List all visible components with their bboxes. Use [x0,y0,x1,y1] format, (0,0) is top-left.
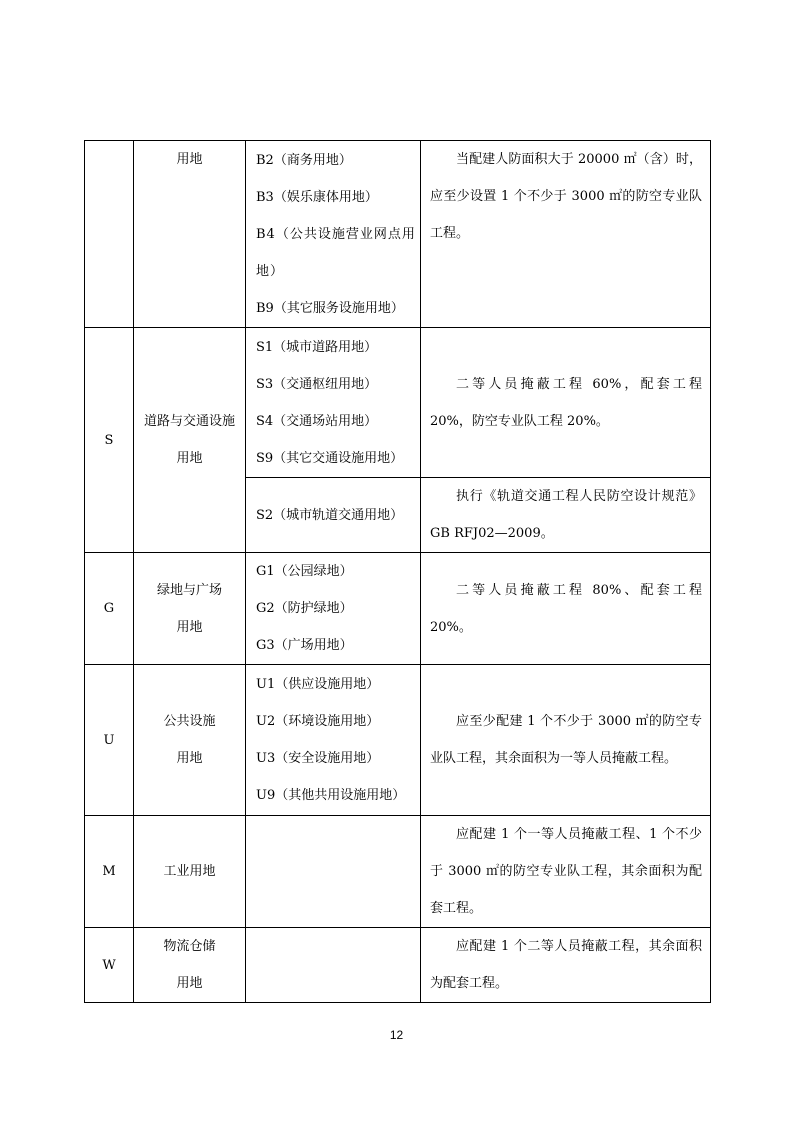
subcategory-item: S2（城市轨道交通用地） [256,507,404,523]
subcategory-item: S9（其它交通设施用地） [256,450,404,466]
category-code: G [85,553,134,665]
category-code [85,141,134,328]
subcategory-list [246,665,421,816]
requirement-paragraph: 二等人员掩蔽工程 80%、配套工程 20%。 [430,582,702,635]
category-code: U [85,665,134,816]
subcategory-list [246,478,421,553]
category-name [134,928,246,1003]
requirement-paragraph: 执行《轨道交通工程人民防空设计规范》GB RFJ02—2009。 [430,489,702,541]
subcategory-list [246,816,421,928]
table-row [85,553,711,665]
category-code: S [85,328,134,553]
category-code: W [85,928,134,1003]
subcategory-item: G2（防护绿地） [256,601,353,616]
land-use-table [84,140,711,1003]
category-name [134,665,246,816]
requirement-text [421,816,711,928]
category-name [134,328,246,553]
requirement-text [421,328,711,478]
category-name-line: 公共设施 [163,714,216,729]
requirement-text [421,553,711,665]
requirement-paragraph: 当配建人防面积大于 20000 ㎡（含）时，应至少设置 1 个不少于 3000 ㎡的防空专业队工程。 [430,152,702,241]
requirement-text [421,665,711,816]
category-code: M [85,816,134,928]
requirement-text [421,141,711,328]
category-name-line: 工业用地 [163,864,216,879]
subcategory-list [246,553,421,665]
subcategory-list [246,141,421,328]
requirement-paragraph: 应配建 1 个二等人员掩蔽工程，其余面积为配套工程。 [430,939,702,991]
subcategory-item: B9（其它服务设施用地） [256,300,404,316]
subcategory-item: G3（广场用地） [256,638,353,653]
table-row [85,928,711,1003]
category-name-line: 绿地与广场 [156,582,222,598]
requirement-text [421,928,711,1003]
category-name-line: 用地 [176,976,203,991]
table-row [85,816,711,928]
page-number: 12 [389,1028,404,1042]
subcategory-item: S3（交通枢纽用地） [256,376,378,392]
category-name [134,553,246,665]
category-name [134,816,246,928]
subcategory-item: B4（公共设施营业网点用地） [256,226,416,279]
category-name-line: 用地 [176,751,203,766]
subcategory-item: G1（公园绿地） [256,564,353,579]
table-row [85,328,711,478]
subcategory-item: S1（城市道路用地） [256,339,378,355]
requirement-text [421,478,711,553]
subcategory-list [246,328,421,478]
category-name-line: 道路与交通设施 [143,414,235,429]
requirement-paragraph: 应至少配建 1 个不少于 3000 ㎡的防空专业队工程，其余面积为一等人员掩蔽工程。 [430,714,702,766]
table-row [85,665,711,816]
subcategory-item: B3（娱乐康体用地） [256,189,378,205]
subcategory-item: U1（供应设施用地） [256,677,380,692]
table-row [85,141,711,328]
category-name-line: 用地 [176,619,203,635]
subcategory-item: U9（其他共用设施用地） [256,788,406,803]
subcategory-item: B2（商务用地） [256,152,352,168]
subcategory-item: S4（交通场站用地） [256,413,378,429]
category-name-line: 用地 [176,152,203,167]
requirement-paragraph: 应配建 1 个一等人员掩蔽工程、1 个不少于 3000 ㎡的防空专业队工程，其余面积为配套工程。 [430,827,702,916]
subcategory-item: U2（环境设施用地） [256,714,380,729]
category-name-line: 用地 [176,451,203,466]
subcategory-item: U3（安全设施用地） [256,751,380,766]
category-name-line: 物流仓储 [163,939,216,954]
subcategory-list [246,928,421,1003]
requirement-paragraph: 二等人员掩蔽工程 60%，配套工程 20%，防空专业队工程 20%。 [430,376,702,429]
category-name [134,141,246,328]
